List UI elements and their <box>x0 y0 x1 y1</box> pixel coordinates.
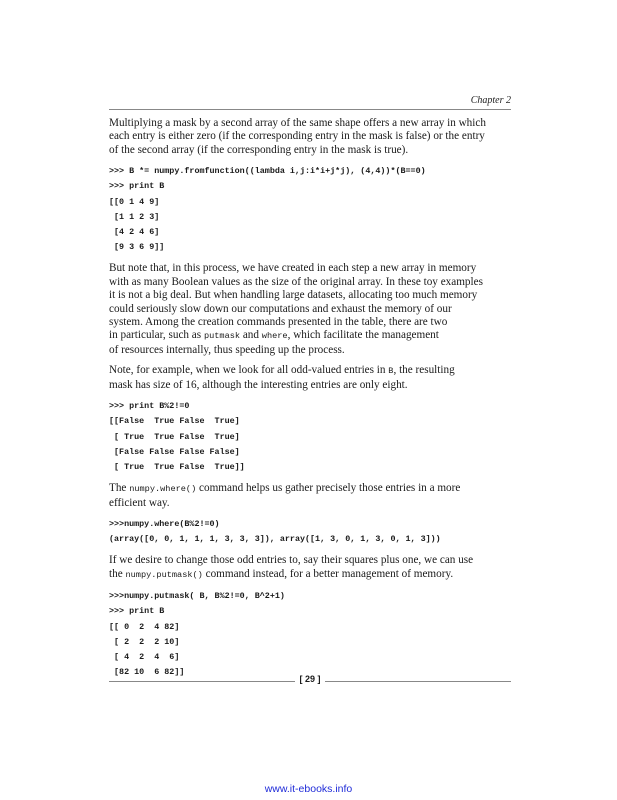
paragraph-numpy-where <box>109 482 513 510</box>
text-fragment: command helps us gather precisely those entries in a more <box>196 482 461 495</box>
code-block-fromfunction: >>> B *= numpy.fromfunction((lambda i,j:i*i+j*j), (4,4))*(B==0) >>> print B [[0 1 4 9] [1 1 2 3] [4 2 4 6] [9 3 6 9]] <box>109 166 426 253</box>
paragraph-mask-multiplication <box>109 117 513 157</box>
paragraph-numpy-putmask <box>109 554 513 582</box>
text-fragment: command instead, for a better management of memory. <box>202 567 454 580</box>
footer-rule-right <box>325 681 511 682</box>
inline-code-putmask: putmask <box>203 331 241 342</box>
text-line: of the second array (if the corresponding entry in the mask is true). <box>109 143 409 156</box>
text-line: could seriously slow down our computations and exhaust the memory of our <box>109 302 452 315</box>
text-fragment: , the resulting <box>393 364 455 377</box>
chapter-label: Chapter 2 <box>470 95 511 106</box>
text-line: efficient way. <box>109 496 170 509</box>
text-line: of resources internally, thus speeding up the process. <box>109 343 345 356</box>
page-footer <box>109 674 511 688</box>
page-header <box>109 93 511 111</box>
text-line: system. Among the creation commands presented in the table, there are two <box>109 316 448 329</box>
header-rule <box>109 109 511 110</box>
inline-code-b: B <box>388 366 394 377</box>
paragraph-memory-note <box>109 262 513 357</box>
text-line: But note that, in this process, we have created in each step a new array in memory <box>109 262 477 275</box>
inline-code-numpy-putmask: numpy.putmask() <box>125 569 203 580</box>
code-block-where: >>>numpy.where(B%2!=0) (array([0, 0, 1, 1, 1, 3, 3, 3]), array([1, 3, 0, 1, 3, 0, 1, 3])) <box>109 518 441 545</box>
paragraph-odd-entries <box>109 364 513 392</box>
inline-code-numpy-where: numpy.where() <box>129 484 197 495</box>
code-block-mask-print: >>> print B%2!=0 [[False True False True] [ True True False True] [False False False False] [ True True False True]] <box>109 401 245 472</box>
text-line <box>109 568 513 582</box>
text-line <box>109 329 513 343</box>
text-line: mask has size of 16, although the interesting entries are only eight. <box>109 378 408 391</box>
code-block-putmask: >>>numpy.putmask( B, B%2!=0, B^2+1) >>> print B [[ 0 2 4 82] [ 2 2 2 10] [ 4 2 4 6] [82 10 6 82]] <box>109 591 285 678</box>
page-content <box>109 117 513 687</box>
text-fragment: and <box>240 329 262 342</box>
watermark-link[interactable]: www.it-ebooks.info <box>264 783 353 795</box>
text-fragment: Note, for example, when we look for all odd-valued entries in <box>109 364 389 377</box>
page-number: [ 29 ] <box>299 674 321 684</box>
text-line: with as many Boolean values as the size of the original array. In these toy examples <box>109 275 483 288</box>
text-fragment: in particular, such as <box>109 329 204 342</box>
text-fragment: , which facilitate the management <box>287 329 439 342</box>
text-fragment: The <box>109 482 130 495</box>
text-fragment: the <box>109 567 126 580</box>
text-line: Multiplying a mask by a second array of the same shape offers a new array in which <box>109 117 486 129</box>
text-line: If we desire to change those odd entries to, say their squares plus one, we can use <box>109 554 474 567</box>
text-line <box>109 364 513 378</box>
text-line <box>109 482 513 496</box>
inline-code-where: where <box>261 331 288 342</box>
text-line: it is not a big deal. But when handling large datasets, allocating too much memory <box>109 289 478 302</box>
text-line: each entry is either zero (if the corresponding entry in the mask is false) or the entry <box>109 130 485 143</box>
